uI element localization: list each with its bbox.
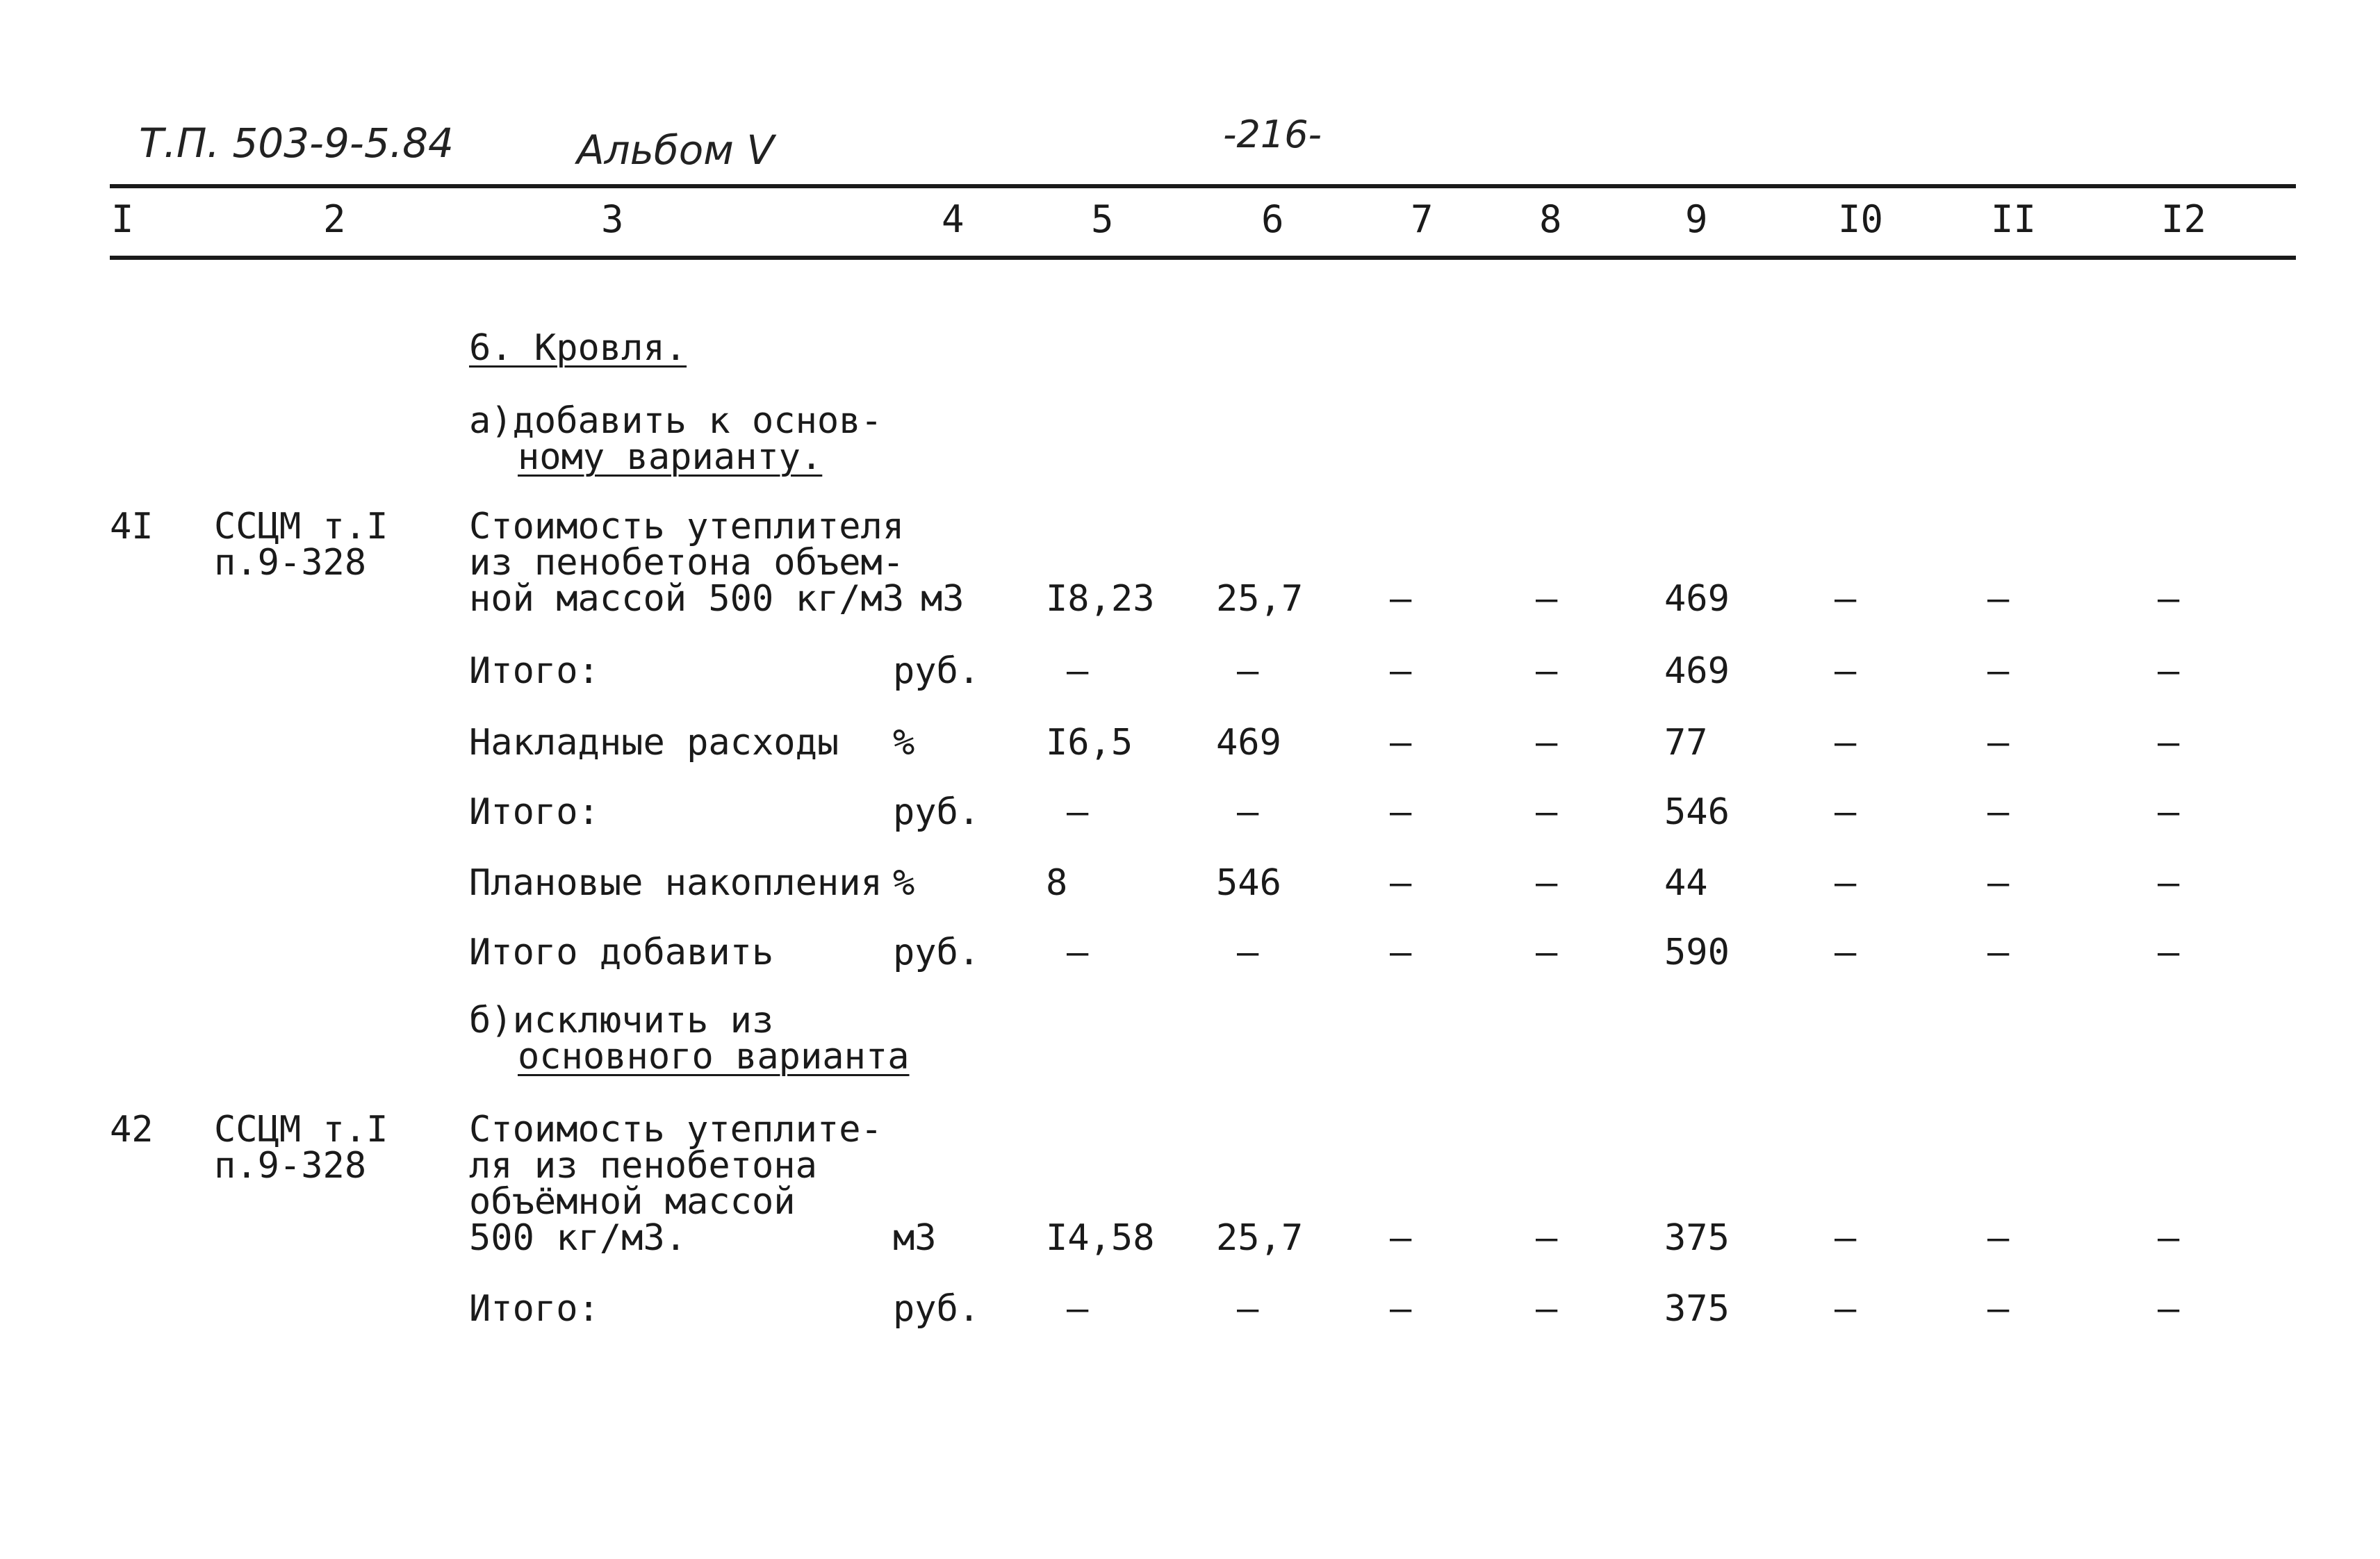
cell-col8: – <box>1536 791 1558 833</box>
cell-col9: 590 <box>1664 932 1730 973</box>
cell-col5: – <box>1067 932 1089 973</box>
cell-col11: – <box>1987 1288 2010 1330</box>
cell-col5: – <box>1067 1288 1089 1330</box>
row-reference: ССЦМ т.I <box>214 506 388 547</box>
subsection-a-line2: ному варианту. <box>518 436 823 478</box>
header-bottom-rule <box>110 256 2296 260</box>
cell-col7: – <box>1390 722 1412 764</box>
row-description: Итого: <box>469 791 600 833</box>
column-number: I2 <box>2161 197 2207 241</box>
cell-col10: – <box>1835 932 1857 973</box>
cell-col12: – <box>2158 1288 2180 1330</box>
cell-col12: – <box>2158 932 2180 973</box>
row-description: ля из пенобетона <box>469 1145 817 1187</box>
row-unit: руб. <box>893 650 980 692</box>
cell-col10: – <box>1835 650 1857 692</box>
cell-col9: 77 <box>1664 722 1708 764</box>
cell-col7: – <box>1390 1217 1412 1259</box>
cell-col9: 546 <box>1664 791 1730 833</box>
cell-col12: – <box>2158 722 2180 764</box>
cell-col6: – <box>1237 650 1259 692</box>
cell-col11: – <box>1987 650 2010 692</box>
cell-col9: 44 <box>1664 862 1708 904</box>
cell-col10: – <box>1835 862 1857 904</box>
header-top-rule <box>110 184 2296 188</box>
column-number: I <box>111 197 134 241</box>
cell-col11: – <box>1987 1217 2010 1259</box>
cell-col7: – <box>1390 578 1412 620</box>
cell-col7: – <box>1390 1288 1412 1330</box>
column-number: 5 <box>1091 197 1114 241</box>
column-number: 4 <box>942 197 965 241</box>
row-number: 4I <box>110 506 154 547</box>
row-reference: п.9-328 <box>214 542 367 584</box>
subsection-b-line2: основного варианта <box>518 1036 910 1078</box>
cell-col5: – <box>1067 650 1089 692</box>
column-number: 2 <box>323 197 346 241</box>
cell-col5: I8,23 <box>1046 578 1155 620</box>
row-description: Стоимость утеплителя <box>469 506 905 547</box>
cell-col10: – <box>1835 1288 1857 1330</box>
cell-col11: – <box>1987 862 2010 904</box>
cell-col6: – <box>1237 1288 1259 1330</box>
column-number: 6 <box>1261 197 1284 241</box>
subsection-a-line1: а)добавить к основ- <box>469 400 883 442</box>
cell-col8: – <box>1536 722 1558 764</box>
row-description: объёмной массой <box>469 1181 796 1223</box>
cell-col10: – <box>1835 578 1857 620</box>
column-number: 8 <box>1539 197 1562 241</box>
cell-col11: – <box>1987 932 2010 973</box>
cell-col12: – <box>2158 791 2180 833</box>
row-number: 42 <box>110 1109 154 1150</box>
cell-col8: – <box>1536 650 1558 692</box>
cell-col8: – <box>1536 862 1558 904</box>
cell-col12: – <box>2158 862 2180 904</box>
row-reference: п.9-328 <box>214 1145 367 1187</box>
cell-col5: 8 <box>1046 862 1068 904</box>
column-number: II <box>1991 197 2037 241</box>
cell-col6: 25,7 <box>1216 578 1304 620</box>
row-unit: руб. <box>893 932 980 973</box>
cell-col8: – <box>1536 1288 1558 1330</box>
row-description: Стоимость утеплите- <box>469 1109 883 1150</box>
cell-col9: 469 <box>1664 578 1730 620</box>
cell-col12: – <box>2158 578 2180 620</box>
row-description: Итого добавить <box>469 932 774 973</box>
row-unit: руб. <box>893 791 980 833</box>
cell-col5: – <box>1067 791 1089 833</box>
row-unit: м3 <box>893 1217 937 1259</box>
row-description: Итого: <box>469 650 600 692</box>
subsection-b-line1: б)исключить из <box>469 1000 774 1041</box>
cell-col8: – <box>1536 1217 1558 1259</box>
cell-col7: – <box>1390 650 1412 692</box>
row-unit: руб. <box>893 1288 980 1330</box>
cell-col6: 546 <box>1216 862 1281 904</box>
cell-col12: – <box>2158 650 2180 692</box>
cell-col5: I6,5 <box>1046 722 1133 764</box>
cell-col10: – <box>1835 791 1857 833</box>
cell-col9: 375 <box>1664 1217 1730 1259</box>
row-reference: ССЦМ т.I <box>214 1109 388 1150</box>
cell-col6: – <box>1237 932 1259 973</box>
row-description: Итого: <box>469 1288 600 1330</box>
page-number: -216- <box>1223 113 1322 156</box>
column-number: 3 <box>601 197 624 241</box>
cell-col11: – <box>1987 791 2010 833</box>
cell-col5: I4,58 <box>1046 1217 1155 1259</box>
section-title: 6. Кровля. <box>469 327 687 369</box>
cell-col7: – <box>1390 862 1412 904</box>
cell-col8: – <box>1536 932 1558 973</box>
cell-col9: 375 <box>1664 1288 1730 1330</box>
cell-col11: – <box>1987 578 2010 620</box>
album-label: Альбом V <box>577 126 775 174</box>
row-unit: % <box>893 862 915 904</box>
cell-col9: 469 <box>1664 650 1730 692</box>
cell-col10: – <box>1835 722 1857 764</box>
cell-col11: – <box>1987 722 2010 764</box>
row-unit: м3 <box>921 578 965 620</box>
cell-col12: – <box>2158 1217 2180 1259</box>
cell-col10: – <box>1835 1217 1857 1259</box>
cell-col6: 25,7 <box>1216 1217 1304 1259</box>
column-number: 7 <box>1411 197 1434 241</box>
column-number: I0 <box>1838 197 1884 241</box>
cell-col6: – <box>1237 791 1259 833</box>
column-number: 9 <box>1685 197 1708 241</box>
cell-col8: – <box>1536 578 1558 620</box>
row-description: Плановые накопления <box>469 862 883 904</box>
cell-col7: – <box>1390 932 1412 973</box>
row-description: из пенобетона объем- <box>469 542 905 584</box>
cell-col6: 469 <box>1216 722 1281 764</box>
row-description: Накладные расходы <box>469 722 839 764</box>
row-description: 500 кг/м3. <box>469 1217 687 1259</box>
project-number: Т.П. 503-9-5.84 <box>139 119 454 167</box>
row-unit: % <box>893 722 915 764</box>
row-description: ной массой 500 кг/м3 <box>469 578 905 620</box>
cell-col7: – <box>1390 791 1412 833</box>
